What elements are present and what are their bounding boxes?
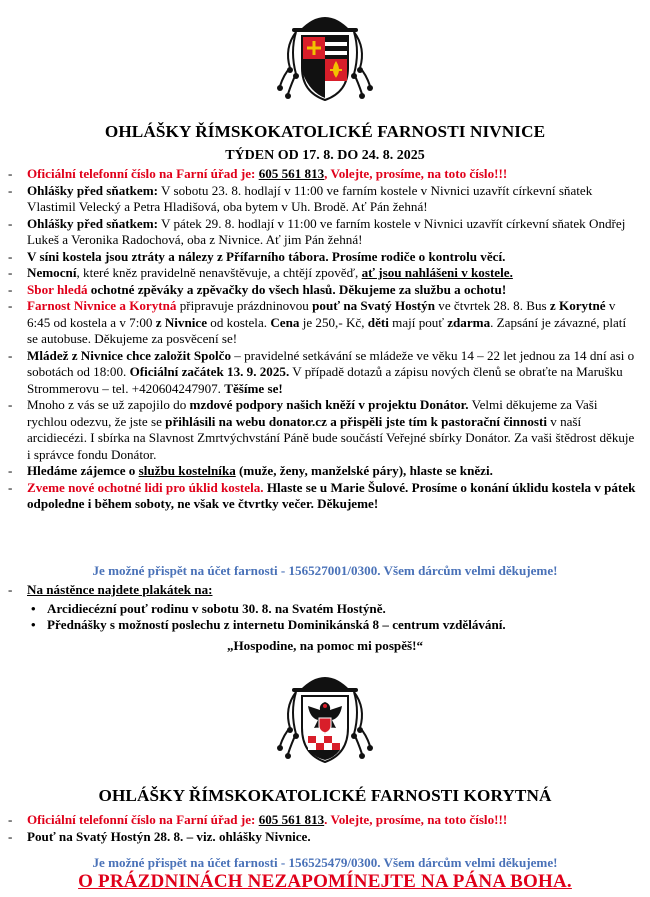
wedding-announcement-2: - Ohlášky před sňatkem: V pátek 29. 8. hodlají v 11:00 ve farním kostele v Nivnici uzavřít církevní sňatek Ondřej Lukeš a Veronika Radochová, oba z Nivnice. Ať jim Pán žehná! [8, 216, 640, 249]
nivnice-announcements [8, 166, 640, 513]
korytna-pilgrimage-note: - Pouť na Svatý Hostýn 28. 8. – viz. ohlášky Nivnice. [8, 829, 640, 846]
korytna-phone-announcement: - Oficiální telefonní číslo na Farní úřad je: 605 561 813. Volejte, prosíme, na toto číslo!!! [8, 812, 640, 829]
choir-announcement: - Sbor hledá ochotné zpěváky a zpěvačky do všech hlasů. Děkujeme za službu a ochotu! [8, 282, 640, 299]
korytna-account-note: Je možné přispět na účet farnosti - 156525479/0300. Všem dárcům velmi děkujeme! [92, 855, 558, 870]
pilgrimage-announcement: - Farnost Nivnice a Korytná připravuje prázdninovou pouť na Svatý Hostýn ve čtvrtek 28. 8. Bus z Korytné v 6:45 od kostela a v 7:00 z Nivnice od kostela. Cena je 250,- Kč, děti mají pouť zdarma. Zapsání je závazné, platí se autobuse. Děkujeme za posvěcení se! [8, 298, 640, 348]
nivnice-title: OHLÁŠKY ŘÍMSKOKATOLICKÉ FARNOSTI NIVNICE [104, 122, 546, 141]
korytna-title: OHLÁŠKY ŘÍMSKOKATOLICKÉ FARNOSTI KORYTNÁ [98, 786, 552, 805]
noticeboard-heading: Na nástěnce najdete plakátek na: [27, 582, 213, 597]
wedding-announcement-1: - Ohlášky před sňatkem: V sobotu 23. 8. hodlají v 11:00 ve farním kostele v Nivnici uzavřít církevní sňatek Vlastimil Velecký a Petra Hladišová, oba bytem v Uh. Brodě. Ať Pán žehná! [8, 183, 640, 216]
lost-and-found: - V síni kostela jsou ztráty a nálezy z Přífarního tábora. Prosíme rodiče o kontrolu věcí. [8, 249, 640, 266]
korytna-announcements [8, 812, 640, 845]
youth-announcement: - Mládež z Nivnice chce založit Spolčo – pravidelné setkávání se mládeže ve věku 14 – 22 let jednou za 14 dní asi o sobotách od 18:00. Oficiální začátek 13. 9. 2025. V případě dotazů a zápisu nových členů se obraťte na Marušku Strommerovu – tel. +420604247907. Těšíme se! [8, 348, 640, 398]
prayer-quote: „Hospodine, na pomoc mi pospěš!“ [226, 638, 424, 653]
cleaning-announcement: - Zveme nové ochotné lidi pro úklid kostela. Hlaste se u Marie Šulové. Prosíme o konání úklidu kostela v pátek odpoledne i během soboty, ne však ve čtvrtky večer. Děkujeme! [8, 480, 640, 513]
noticeboard-section [8, 582, 640, 634]
closing-reminder: O PRÁZDNINÁCH NEZAPOMÍNEJTE NA PÁNA BOHA. [78, 871, 572, 892]
noticeboard-item [8, 582, 640, 634]
sick-announcement: - Nemocní, které kněz pravidelně nenavštěvuje, a chtějí zpověď, ať jsou nahlášeni v kostele. [8, 265, 640, 282]
nivnice-account-note: Je možné přispět na účet farnosti - 156527001/0300. Všem dárcům velmi děkujeme! [92, 563, 558, 578]
korytna-phone-number[interactable]: 605 561 813 [258, 812, 325, 827]
noticeboard-poster-2: • Přednášky s možností poslechu z internetu Dominikánská 8 – centrum vzdělávání. [27, 617, 640, 634]
noticeboard-poster-1: • Arcidiecézní pouť rodinu v sobotu 30. 8. na Svatém Hostýně. [27, 601, 640, 618]
korytna-coat-of-arms [0, 668, 650, 768]
week-range: TÝDEN OD 17. 8. DO 24. 8. 2025 [225, 148, 425, 163]
noticeboard-list [27, 601, 640, 634]
sacristan-announcement: - Hledáme zájemce o službu kostelníka (muže, ženy, manželské páry), hlaste se knězi. [8, 463, 640, 480]
donator-announcement: - Mnoho z vás se už zapojilo do mzdové podpory našich kněží v projektu Donátor. Velmi děkujeme za Vaši rychlou odezvu, že jste se přihlásili na webu donator.cz a přispěli jste tím k pastorační činnosti v naší arcidiecézi. I sbírka na Slavnost Zmrtvýchvstání Páně bude součástí Veřejné sbírky Donátor. Za vaši štědrost děkuje i správce fondu Donátor. [8, 397, 640, 463]
phone-number[interactable]: 605 561 813 [258, 166, 325, 181]
phone-announcement: - Oficiální telefonní číslo na Farní úřad je: 605 561 813, Volejte, prosíme, na toto číslo!!! [8, 166, 640, 183]
nivnice-coat-of-arms [0, 8, 650, 104]
